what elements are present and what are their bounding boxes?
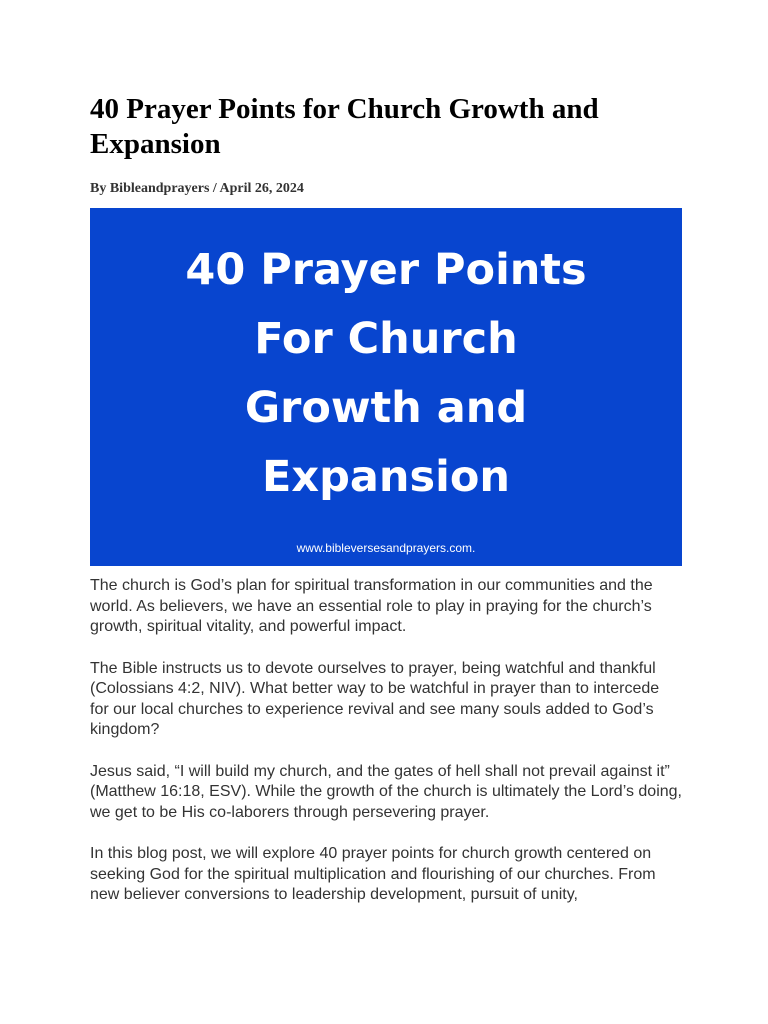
- hero-url: www.bibleversesandprayers.com.: [296, 541, 476, 555]
- body-paragraph: Jesus said, “I will build my church, and the gates of hell shall not prevail against it” (Matthew 16:18, ESV). While the growth of the church is ultimately the Lord’s doing, we get to be His co-laborers through persevering prayer.: [90, 762, 682, 821]
- hero-title-line: For Church: [254, 314, 518, 364]
- article-byline: By Bibleandprayers / April 26, 2024: [90, 181, 304, 196]
- article-title: 40 Prayer Points for Church Growth and Expansion: [90, 93, 599, 160]
- hero-title-line: 40 Prayer Points: [185, 245, 587, 295]
- hero-image: [90, 208, 682, 566]
- hero-title-line: Growth and: [244, 383, 528, 433]
- hero-title: [90, 236, 682, 512]
- article: [90, 92, 682, 927]
- article-body: [90, 576, 682, 906]
- body-paragraph: The church is God’s plan for spiritual transformation in our communities and the world. As believers, we have an essential role to play in praying for the church’s growth, spiritual vitality, and powerful impact.: [90, 577, 653, 635]
- hero-title-line: Expansion: [261, 452, 510, 502]
- body-paragraph: In this blog post, we will explore 40 prayer points for church growth centered on seeking God for the spiritual multiplication and flourishing of our churches. From new believer conversions to leadership development, pursuit of unity,: [90, 845, 656, 903]
- body-paragraph: The Bible instructs us to devote ourselves to prayer, being watchful and thankful (Colossians 4:2, NIV). What better way to be watchful in prayer than to intercede for our local churches to experience revival and see many souls added to God’s kingdom?: [90, 659, 660, 738]
